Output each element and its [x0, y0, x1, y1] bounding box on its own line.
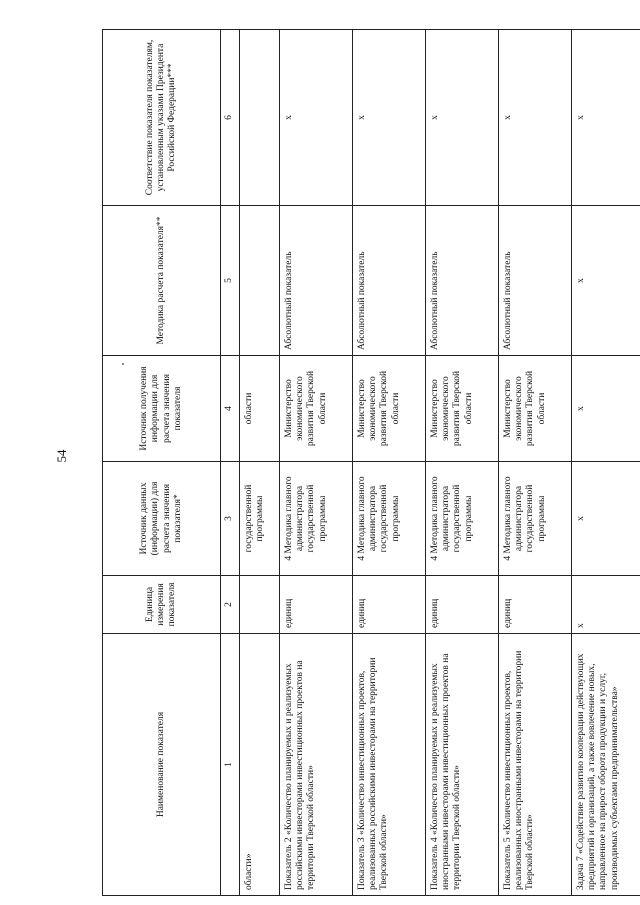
- header-cell: Методика расчета показателя**: [103, 206, 221, 356]
- table-cell: 4 Методика главного администратора государственной программы: [426, 462, 499, 576]
- column-number: 2: [221, 576, 240, 634]
- column-number: 4: [221, 356, 240, 462]
- column-number: 6: [221, 30, 240, 206]
- column-number: 3: [221, 462, 240, 576]
- table-cell: Министерство экономического развития Тверской области: [280, 356, 353, 462]
- table-cell: единиц: [280, 576, 353, 634]
- table-cell: Министерство экономического развития Тверской области: [353, 356, 426, 462]
- table-cell: Показатель 5 «Количество инвестиционных проектов, реализованных иностранными инвесторами на территории Тверской области»: [499, 634, 572, 896]
- table-cell: Абсолютный показатель: [280, 206, 353, 356]
- table-cell: x: [572, 30, 640, 206]
- table-cell: [240, 576, 280, 634]
- table-cell: x: [572, 462, 640, 576]
- table-cell: Министерство экономического развития Тверской области: [426, 356, 499, 462]
- column-number-row: [221, 30, 240, 896]
- table-cell: 4 Методика главного администратора государственной программы: [280, 462, 353, 576]
- table-cell: Показатель 2 «Количество планируемых и реализуемых российскими инвесторами инвестиционных проектов на территории Тверской области»: [280, 634, 353, 896]
- rotated-page: [102, 30, 640, 896]
- table-cell: Показатель 3 «Количество инвестиционных проектов, реализованных российскими инвесторами на территории Тверской области»: [353, 634, 426, 896]
- table-cell: x: [280, 30, 353, 206]
- table-row: [499, 30, 572, 896]
- table-cell: единиц: [353, 576, 426, 634]
- table-cell: государственной программы: [240, 462, 280, 576]
- table-cell: Абсолютный показатель: [426, 206, 499, 356]
- header-cell: Наименование показателя: [103, 634, 221, 896]
- table-cell: [240, 30, 280, 206]
- table-cell: единиц: [499, 576, 572, 634]
- table-row: [426, 30, 499, 896]
- table-cell: x: [426, 30, 499, 206]
- table-cell: области: [240, 356, 280, 462]
- column-number: 5: [221, 206, 240, 356]
- table-cell: [240, 206, 280, 356]
- table-cell: x: [499, 30, 572, 206]
- column-number: 1: [221, 634, 240, 896]
- table-row: [280, 30, 353, 896]
- indicators-table: [102, 29, 640, 896]
- page-number: 54: [54, 449, 69, 463]
- table-cell: Абсолютный показатель: [499, 206, 572, 356]
- table-row: [353, 30, 426, 896]
- table-cell: Задача 7 «Содействие развитию кооперации действующих предприятий и организаций, а также вовлечение новых, направленное на прирост оборота продукции и услуг, производимых субъектами предпринимательства»: [572, 634, 640, 896]
- table-container: [102, 30, 640, 896]
- table-cell: x: [572, 206, 640, 356]
- table-row: [240, 30, 280, 896]
- header-cell: Источник получения информации для расчета значения показателя: [103, 356, 221, 462]
- table-cell: Абсолютный показатель: [353, 206, 426, 356]
- table-cell: x: [353, 30, 426, 206]
- header-cell: Источник данных (информации) для расчета значения показателя*: [103, 462, 221, 576]
- table-cell: x: [572, 356, 640, 462]
- header-row: [103, 30, 221, 896]
- table-cell: области»: [240, 634, 280, 896]
- header-cell: Соответствие показателя показателям, установленным указами Президента Российской Федерации***: [103, 30, 221, 206]
- header-cell: Единица измерения показателя: [103, 576, 221, 634]
- table-cell: Министерство экономического развития Тверской области: [499, 356, 572, 462]
- table-cell: 4 Методика главного администратора государственной программы: [353, 462, 426, 576]
- table-cell: единиц: [426, 576, 499, 634]
- table-cell: Показатель 4 «Количество планируемых и реализуемых иностранными инвесторами инвестиционных проектов на территории Тверской области»: [426, 634, 499, 896]
- table-row: [572, 30, 640, 896]
- table-cell: 4 Методика главного администратора государственной программы: [499, 462, 572, 576]
- table-cell: x: [572, 576, 640, 634]
